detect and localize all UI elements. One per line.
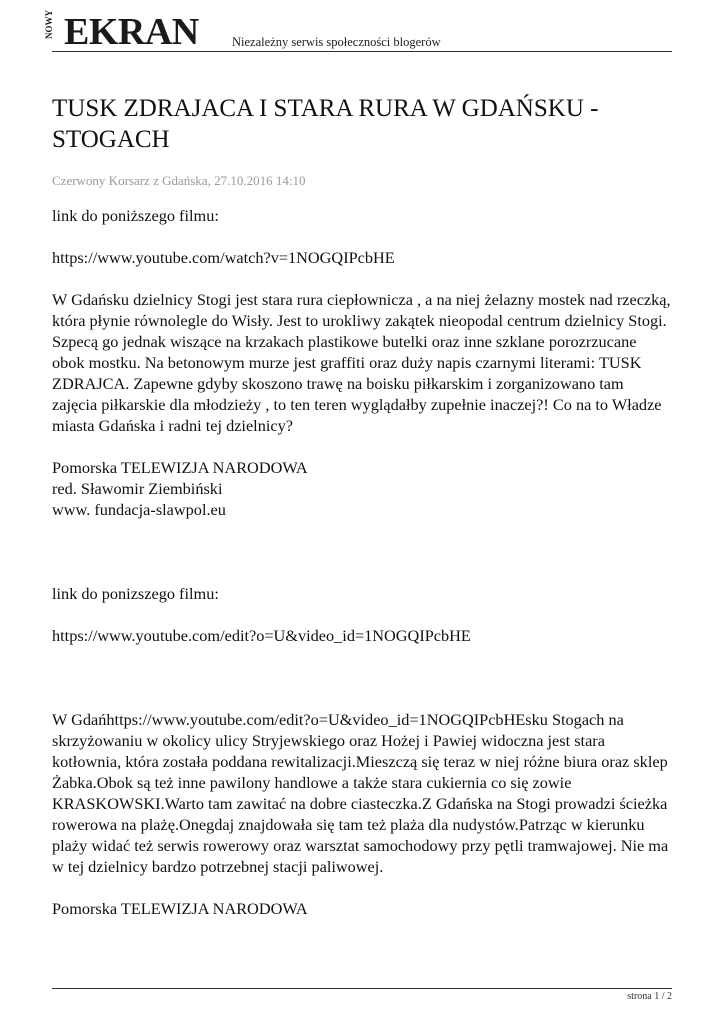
article-byline: Czerwony Korsarz z Gdańska, 27.10.2016 14:10	[52, 173, 306, 188]
logo-prefix: NOWY	[44, 10, 54, 39]
page-number: strona 1 / 2	[627, 991, 672, 1002]
body-paragraph: W Gdańhttps://www.youtube.com/edit?o=U&video_id=1NOGQIPcbHEsku Stogach na skrzyżowaniu w okolicy ulicy Stryjewskiego oraz Hożej i Pawiej widoczna jest stara kotłownia, która została poddana rewitalizacji.Mieszczą się teraz w niej różne biura oraz sklep Żabka.Obok są też inne pawilony handlowe a także stara cukiernia co się zowie KRASKOWSKI.Warto tam zawitać na dobre ciasteczka.Z Gdańska na Stogi prowadzi ścieżka rowerowa na plażę.Onegdaj znajdowała się tam też plaża dla nudystów.Patrząc w kierunku plaży widać też serwis rowerowy oraz warsztat samochodowy przy pętli tramwajowej. Nie ma w tej dzielnicy bardzo potrzebnej stacji paliwowej.	[52, 710, 669, 876]
article-title: TUSK ZDRAJACA I STARA RURA W GDAŃSKU - STOGACH	[52, 95, 599, 153]
page-header	[44, 10, 672, 54]
body-paragraph: link do ponizszego filmu:	[52, 584, 219, 603]
signature-line: Pomorska TELEWIZJA NARODOWA	[52, 899, 308, 918]
site-tagline: Niezależny serwis społeczności blogerów	[232, 35, 441, 49]
header-divider	[52, 51, 672, 52]
footer-divider	[52, 988, 672, 989]
signature-line: red. Sławomir Ziembiński	[52, 479, 223, 498]
video-link: https://www.youtube.com/watch?v=1NOGQIPcbHE	[52, 248, 395, 267]
signature-line: www. fundacja-slawpol.eu	[52, 500, 226, 519]
body-paragraph: W Gdańsku dzielnicy Stogi jest stara rura ciepłownicza , a na niej żelazny mostek nad rzeczką, która płynie równolegle do Wisły. Jest to urokliwy zakątek nieopodal centrum dzielnicy Stogi. Szpecą go jednak wiszące na krzakach plastikowe butelki oraz inne szklane porozrzucane obok mostku. Na betonowym murze jest graffiti oraz duży napis czarnymi literami: TUSK ZDRAJCA. Zapewne gdyby skoszono trawę na boisku piłkarskim i zorganizowano tam zajęcia piłkarskie dla młodzieży , to ten teren wyglądałby zupełnie inaczej?! Co na to Władze miasta Gdańska i radni tej dzielnicy?	[52, 290, 671, 435]
site-logo	[44, 10, 199, 53]
video-link: https://www.youtube.com/edit?o=U&video_id=1NOGQIPcbHE	[52, 626, 471, 645]
logo-wordmark: EKRAN	[64, 11, 199, 53]
body-paragraph: link do poniższego filmu:	[52, 206, 219, 225]
article-body	[52, 205, 672, 919]
signature-line: Pomorska TELEWIZJA NARODOWA	[52, 458, 308, 477]
